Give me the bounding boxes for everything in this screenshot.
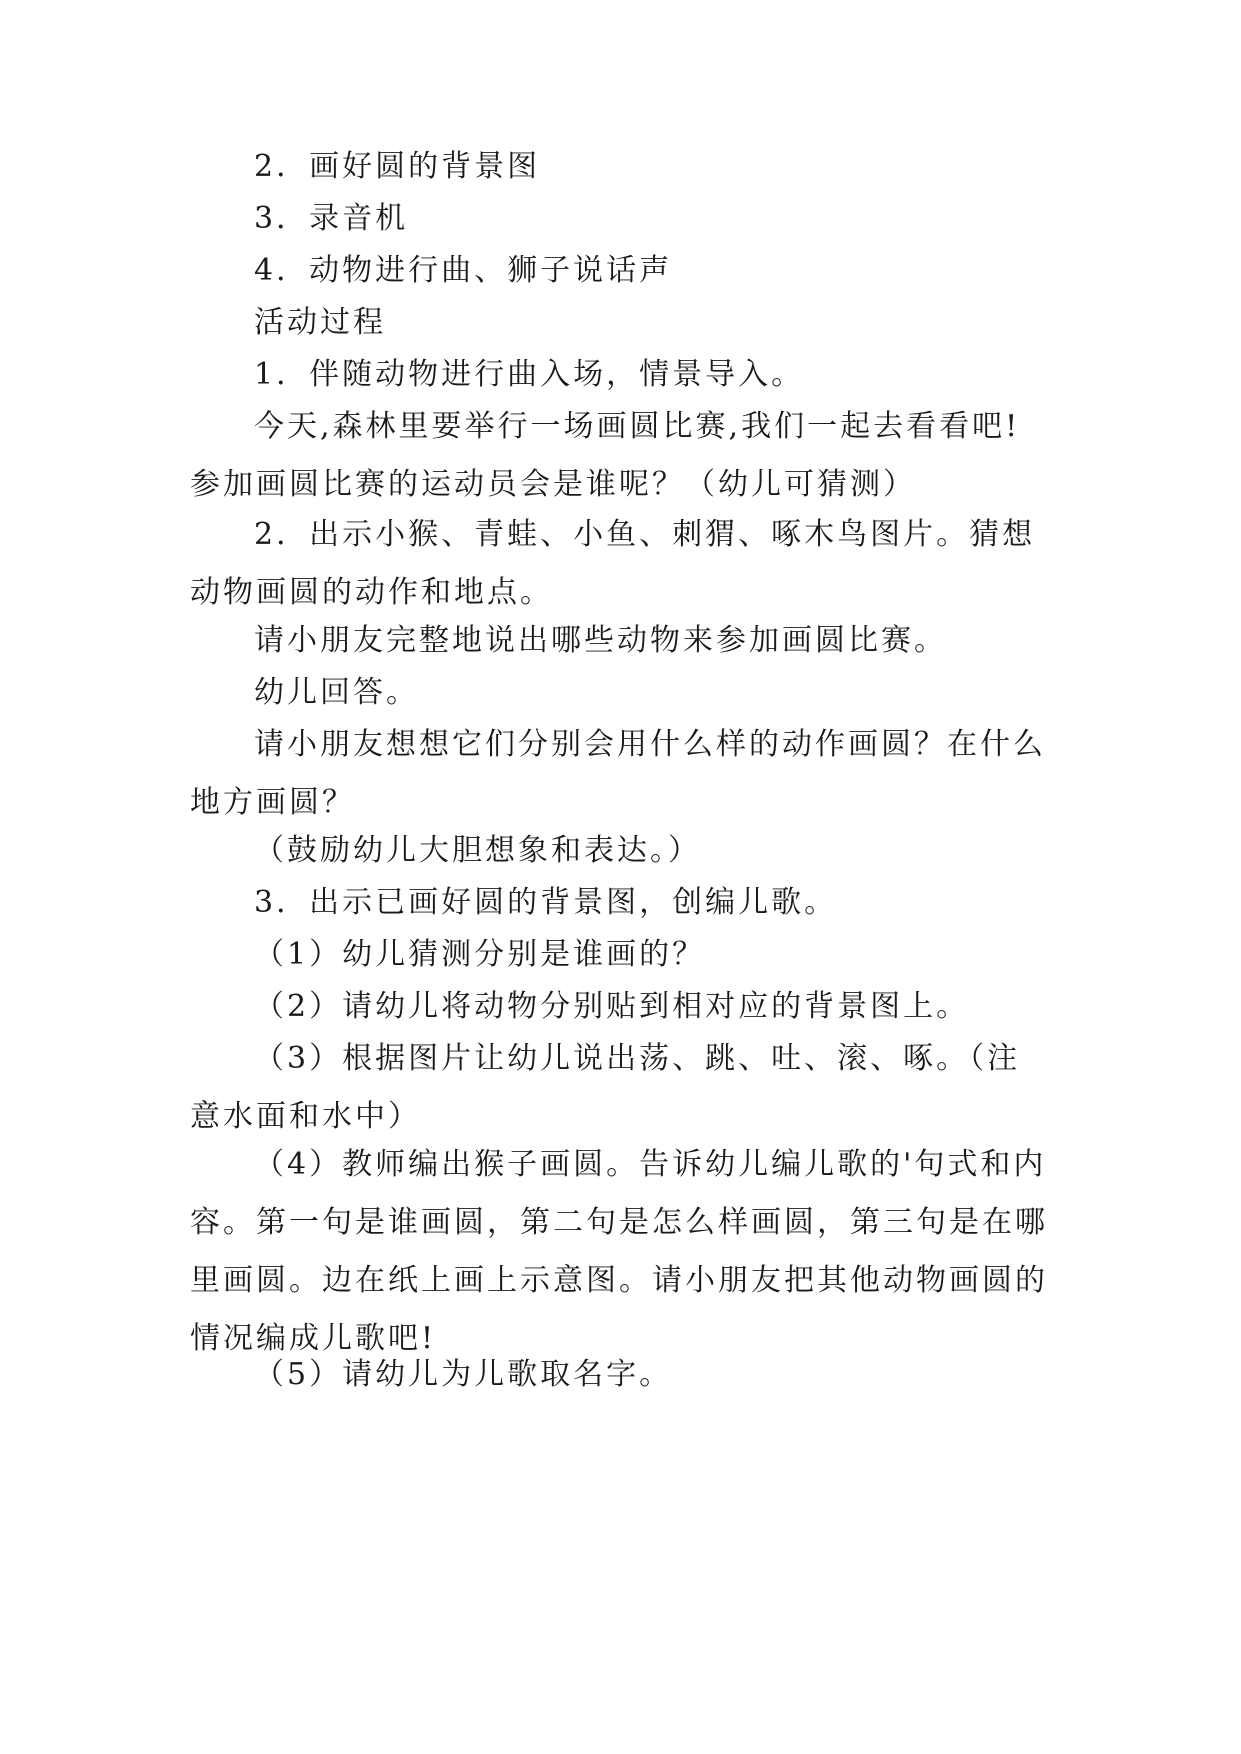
paragraph-substep-3: （3）根据图片让幼儿说出荡、跳、吐、滚、啄。（注意水面和水中） bbox=[190, 1041, 1021, 1134]
paragraph-substep-4: （4）教师编出猴子画圆。告诉幼儿编儿歌的'句式和内容。第一句是谁画圆，第二句是怎么样画圆，第三句是在哪里画圆。边在纸上画上示意图。请小朋友把其他动物画圆的情况编成儿歌吧! bbox=[190, 1147, 1048, 1356]
paragraph-substep-1: （1）幼儿猜测分别是谁画的？ bbox=[254, 937, 706, 972]
paragraph-ask-animals: 请小朋友完整地说出哪些动物来参加画圆比赛。 bbox=[254, 623, 947, 658]
paragraph-material-2: 2．画好圆的背景图 bbox=[254, 149, 541, 184]
paragraph-children-answer: 幼儿回答。 bbox=[254, 675, 419, 710]
paragraph-step-3: 3．出示已画好圆的背景图，创编儿歌。 bbox=[254, 885, 838, 920]
paragraph-ask-actions: 请小朋友想想它们分别会用什么样的动作画圆？在什么地方画圆？ bbox=[190, 727, 1046, 820]
section-heading-activity-process: 活动过程 bbox=[254, 305, 386, 340]
paragraph-material-4: 4．动物进行曲、狮子说话声 bbox=[254, 253, 673, 288]
paragraph-substep-2: （2）请幼儿将动物分别贴到相对应的背景图上。 bbox=[254, 989, 970, 1024]
paragraph-substep-5: （5）请幼儿为儿歌取名字。 bbox=[254, 1357, 673, 1392]
paragraph-intro: 今天,森林里要举行一场画圆比赛,我们一起去看看吧!参加画圆比赛的运动员会是谁呢？（幼儿可猜测） bbox=[190, 409, 1021, 502]
paragraph-material-3: 3．录音机 bbox=[254, 201, 409, 236]
paragraph-encourage: （鼓励幼儿大胆想象和表达。） bbox=[254, 833, 701, 868]
paragraph-step-1: 1．伴随动物进行曲入场，情景导入。 bbox=[254, 357, 805, 392]
paragraph-step-2: 2．出示小猴、青蛙、小鱼、刺猬、啄木鸟图片。猜想动物画圆的动作和地点。 bbox=[190, 517, 1036, 610]
